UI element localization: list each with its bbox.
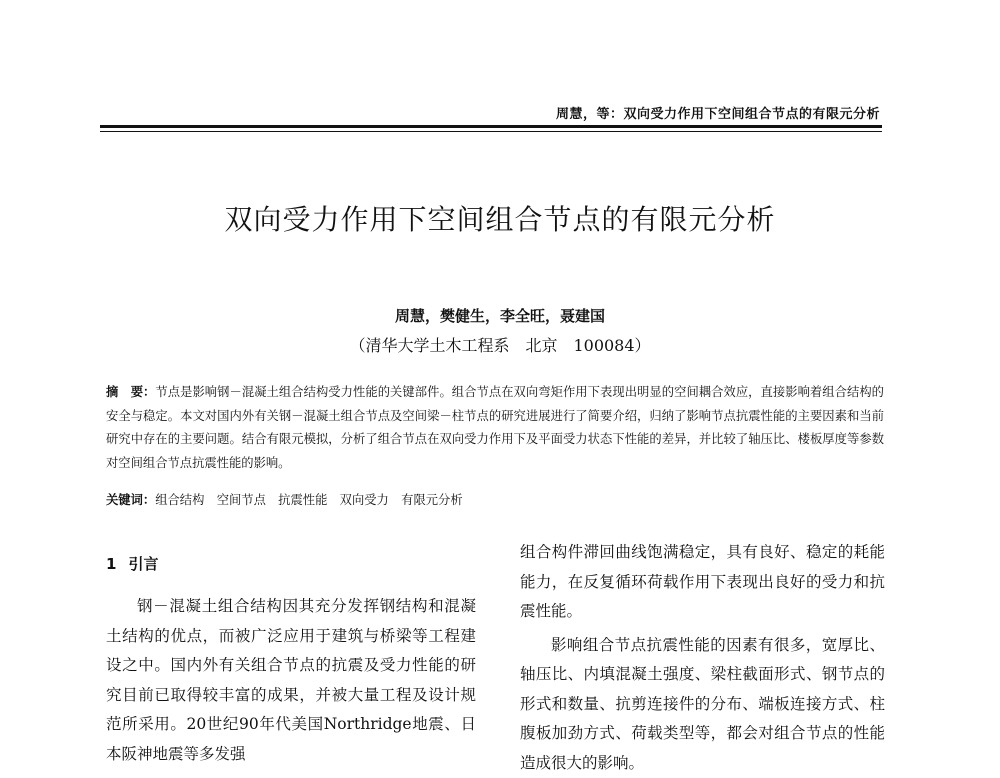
- right-column: [520, 538, 885, 778]
- article-affiliation: （清华大学土木工程系 北京 100084）: [0, 333, 1000, 356]
- abstract-text: 节点是影响钢－混凝土组合结构受力性能的关键部件。组合节点在双向弯矩作用下表现出明显的空间耦合效应，直接影响着组合结构的安全与稳定。本文对国内外有关钢－混凝土组合节点及空间梁－柱节点的研究进展进行了简要介绍，归纳了影响节点抗震性能的主要因素和当前研究中存在的主要问题。结合有限元模拟，分析了组合节点在双向受力作用下及平面受力状态下性能的差异，并比较了轴压比、楼板厚度等参数对空间组合节点抗震性能的影响。: [106, 385, 884, 470]
- intro-paragraph: 钢－混凝土组合结构因其充分发挥钢结构和混凝土结构的优点，而被广泛应用于建筑与桥梁等工程建设之中。国内外有关组合节点的抗震及受力性能的研究目前已取得较丰富的成果，并被大量工程及设计规范所采用。20世纪90年代美国Northridge地震、日本阪神地震等多发强: [106, 592, 476, 769]
- right-paragraph-factors: 影响组合节点抗震性能的因素有很多，宽厚比、轴压比、内填混凝土强度、梁柱截面形式、钢节点的形式和数量、抗剪连接件的分布、端板连接方式、柱腹板加劲方式、荷载类型等，都会对组合节点的性能造成很大的影响。: [520, 631, 885, 778]
- right-paragraph-continued: 组合构件滞回曲线饱满稳定，具有良好、稳定的耗能能力，在反复循环荷载作用下表现出良好的受力和抗震性能。: [520, 538, 885, 627]
- abstract-label: 摘 要：: [106, 384, 155, 399]
- section-title: 引言: [128, 555, 158, 573]
- keywords-text: 组合结构 空间节点 抗震性能 双向受力 有限元分析: [155, 493, 462, 507]
- header-rule-thick: [100, 125, 882, 128]
- running-header: 周慧，等：双向受力作用下空间组合节点的有限元分析: [556, 103, 880, 122]
- article-authors: 周慧，樊健生，李全旺，聂建国: [0, 305, 1000, 326]
- section-heading: [106, 553, 476, 574]
- article-title: 双向受力作用下空间组合节点的有限元分析: [0, 198, 1000, 238]
- section-number: 1: [106, 555, 116, 573]
- header-rule-thin: [100, 131, 882, 132]
- keywords-label: 关键词：: [106, 492, 155, 507]
- left-column: [106, 545, 476, 769]
- abstract: [106, 380, 884, 475]
- keywords: [106, 490, 884, 510]
